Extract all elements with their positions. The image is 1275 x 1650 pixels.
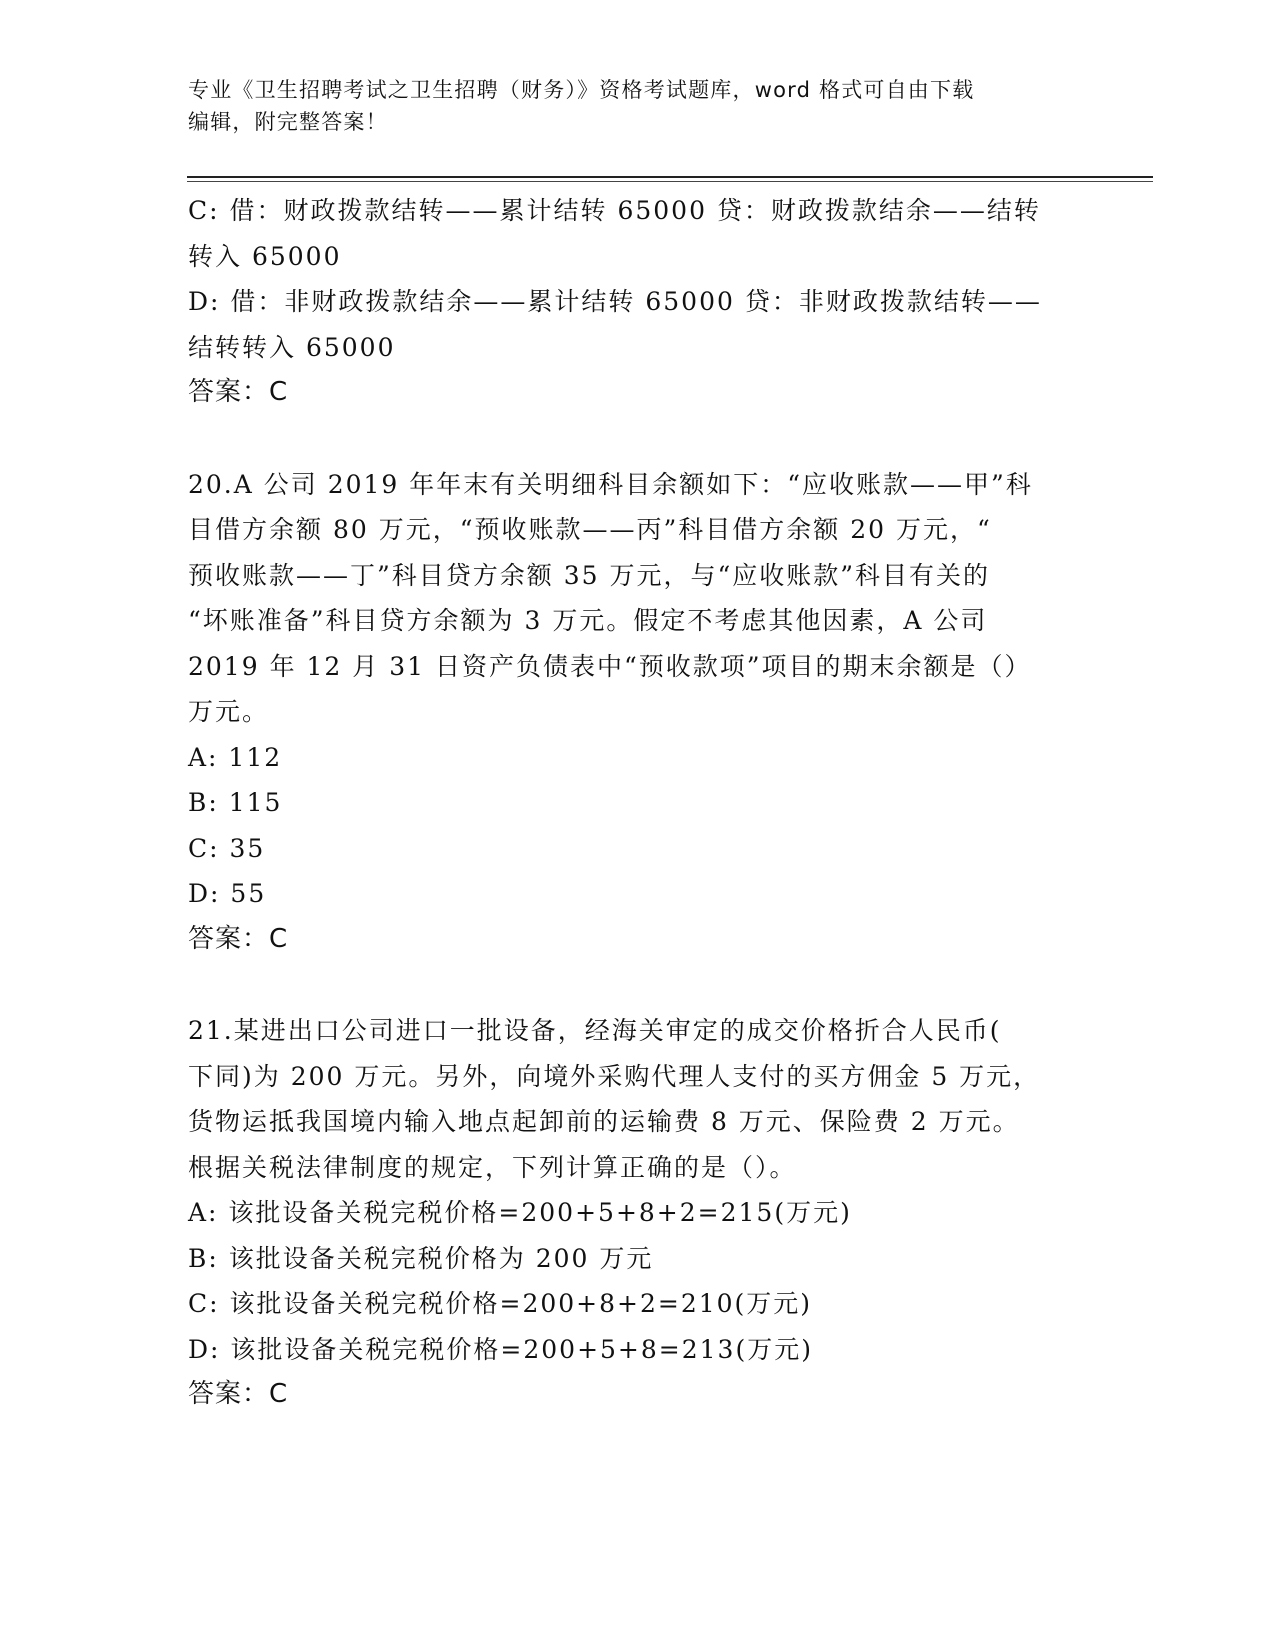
q20-stem-line-1: 20.A 公司 2019 年年末有关明细科目余额如下：“应收账款——甲”科 bbox=[188, 469, 1033, 499]
question-21 bbox=[188, 1008, 1088, 1418]
q19-option-c-line-1: C: 借：财政拨款结转——累计结转 65000 贷：财政拨款结余——结转 bbox=[188, 196, 1041, 225]
q21-option-b: B: 该批设备关税完税价格为 200 万元 bbox=[188, 1243, 654, 1273]
question-20 bbox=[188, 462, 1088, 963]
document-body bbox=[188, 188, 1088, 1418]
question-19-continued bbox=[188, 188, 1088, 416]
document-header bbox=[188, 74, 1088, 138]
q20-stem-line-6: 万元。 bbox=[188, 697, 270, 726]
q19-option-d-line-2: 结转转入 65000 bbox=[188, 332, 396, 362]
q20-stem-line-4: “坏账准备”科目贷方余额为 3 万元。假定不考虑其他因素，A 公司 bbox=[188, 606, 988, 635]
q20-stem-line-5: 2019 年 12 月 31 日资产负债表中“预收款项”项目的期末余额是（） bbox=[188, 651, 1032, 681]
q20-option-a: A: 112 bbox=[188, 742, 283, 772]
q21-stem-line-1: 21.某进出口公司进口一批设备，经海关审定的成交价格折合人民币( bbox=[188, 1016, 1002, 1045]
q20-option-b: B: 115 bbox=[188, 788, 283, 817]
header-line-2: 编辑，附完整答案！ bbox=[188, 110, 388, 134]
q19-option-c-line-2: 转入 65000 bbox=[188, 241, 342, 271]
q20-stem-line-2: 目借方余额 80 万元，“预收账款——丙”科目借方余额 20 万元，“ bbox=[188, 515, 992, 544]
q19-option-d-line-1: D: 借：非财政拨款结余——累计结转 65000 贷：非财政拨款结转—— bbox=[188, 287, 1042, 316]
question-spacer bbox=[188, 416, 1088, 462]
header-divider-thick bbox=[187, 176, 1153, 178]
q19-answer: 答案：C bbox=[188, 377, 289, 407]
header-divider-thin bbox=[187, 181, 1153, 182]
q21-option-c: C: 该批设备关税完税价格=200+8+2=210(万元) bbox=[188, 1289, 813, 1318]
q21-answer: 答案：C bbox=[188, 1379, 289, 1409]
q21-stem-line-3: 货物运抵我国境内输入地点起卸前的运输费 8 万元、保险费 2 万元。 bbox=[188, 1107, 1020, 1136]
question-spacer bbox=[188, 962, 1088, 1008]
q21-stem-line-4: 根据关税法律制度的规定，下列计算正确的是（）。 bbox=[188, 1152, 797, 1182]
header-line-1: 专业《卫生招聘考试之卫生招聘（财务）》资格考试题库，word 格式可自由下载 bbox=[188, 78, 975, 102]
q21-option-d: D: 该批设备关税完税价格=200+5+8=213(万元) bbox=[188, 1334, 813, 1364]
q21-option-a: A: 该批设备关税完税价格=200+5+8+2=215(万元) bbox=[188, 1198, 852, 1227]
q20-stem-line-3: 预收账款——丁”科目贷方余额 35 万元，与“应收账款”科目有关的 bbox=[188, 560, 991, 590]
q20-option-c: C: 35 bbox=[188, 833, 266, 863]
q20-option-d: D: 55 bbox=[188, 879, 267, 908]
q20-answer: 答案：C bbox=[188, 923, 289, 954]
q21-stem-line-2: 下同)为 200 万元。另外，向境外采购代理人支付的买方佣金 5 万元， bbox=[188, 1061, 1041, 1091]
